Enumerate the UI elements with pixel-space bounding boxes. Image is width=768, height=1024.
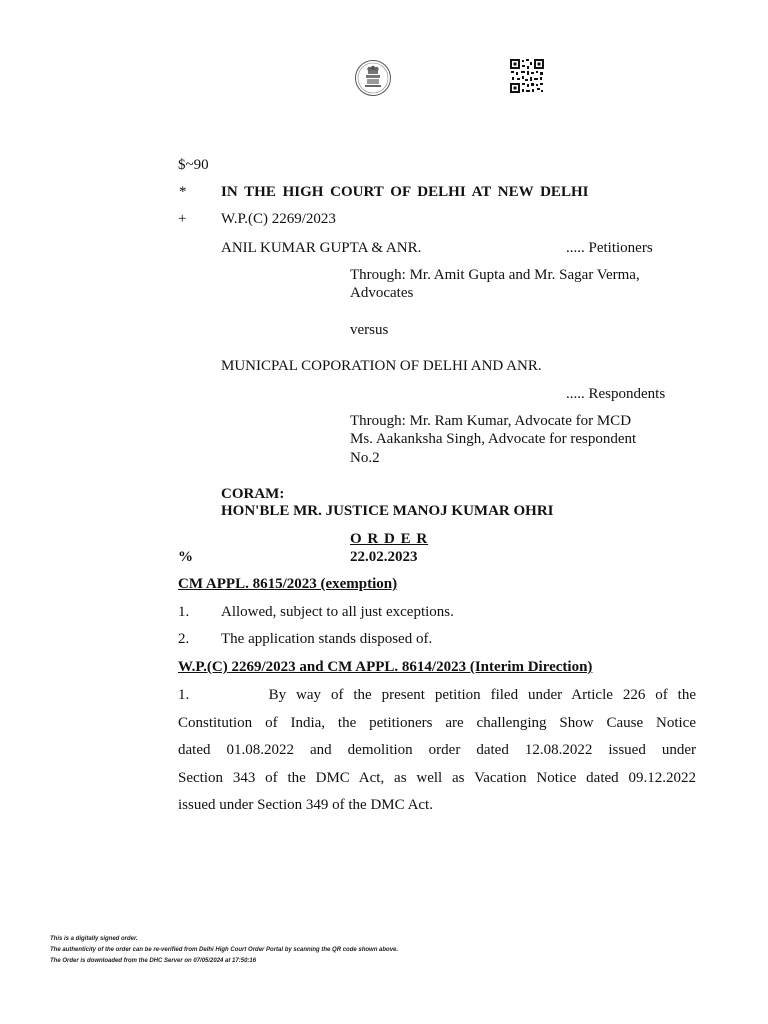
- petitioners-counsel-cont: Advocates: [350, 285, 414, 301]
- footer-download-note: The Order is downloaded from the DHC Server on 07/05/2024 at 17:50:16: [50, 958, 257, 964]
- list-item-number: 2.: [178, 631, 190, 647]
- respondents-counsel-cont: Ms. Aakanksha Singh, Advocate for respondent: [350, 431, 637, 447]
- paragraph-line: dated 01.08.2022 and demolition order dated 12.08.2022 issued under: [178, 742, 696, 758]
- judge-name: HON'BLE MR. JUSTICE MANOJ KUMAR OHRI: [221, 503, 554, 519]
- petitioners-name: ANIL KUMAR GUPTA & ANR.: [221, 240, 422, 256]
- respondents-counsel-cont2: No.2: [350, 450, 380, 466]
- order-date: 22.02.2023: [350, 549, 418, 565]
- coram-label: CORAM:: [221, 486, 285, 502]
- list-item-number: 1.: [178, 604, 190, 620]
- section-heading-writ-petition: W.P.(C) 2269/2023 and CM APPL. 8614/2023 (Interim Direction): [178, 659, 593, 675]
- paragraph-line: issued under Section 349 of the DMC Act.: [178, 797, 433, 813]
- case-number: W.P.(C) 2269/2023: [221, 211, 336, 227]
- paragraph-1: [178, 682, 696, 820]
- item-code: $~90: [178, 157, 209, 173]
- list-item: The application stands disposed of.: [221, 631, 433, 647]
- paragraph-line: Constitution of India, the petitioners are challenging Show Cause Notice: [178, 714, 696, 731]
- respondents-label: ..... Respondents: [566, 386, 666, 402]
- order-heading: O R D E R: [350, 531, 429, 547]
- percent-marker: %: [178, 549, 193, 565]
- petitioners-label: ..... Petitioners: [566, 240, 653, 256]
- court-title: IN THE HIGH COURT OF DELHI AT NEW DELHI: [221, 184, 589, 200]
- respondents-name: MUNICPAL COPORATION OF DELHI AND ANR.: [221, 358, 542, 374]
- footer-signed-note: This is a digitally signed order.: [50, 936, 138, 942]
- section-heading-exemption: CM APPL. 8615/2023 (exemption): [178, 576, 398, 592]
- paragraph-line: Section 343 of the DMC Act, as well as Vacation Notice dated 09.12.2022: [178, 769, 696, 786]
- paragraph-line: 1. By way of the present petition filed under Article 226 of the: [178, 687, 696, 703]
- petitioners-counsel: Through: Mr. Amit Gupta and Mr. Sagar Verma,: [350, 267, 640, 283]
- qr-code-icon: [509, 58, 545, 94]
- court-marker: *: [179, 184, 187, 200]
- state-emblem-icon: [354, 59, 392, 97]
- respondents-counsel: Through: Mr. Ram Kumar, Advocate for MCD: [350, 413, 632, 429]
- list-item: Allowed, subject to all just exceptions.: [221, 604, 454, 620]
- versus-text: versus: [350, 322, 389, 338]
- case-marker: +: [178, 211, 187, 227]
- footer-authenticity-note: The authenticity of the order can be re-verified from Delhi High Court Order Portal by scanning the QR code shown above.: [50, 947, 399, 953]
